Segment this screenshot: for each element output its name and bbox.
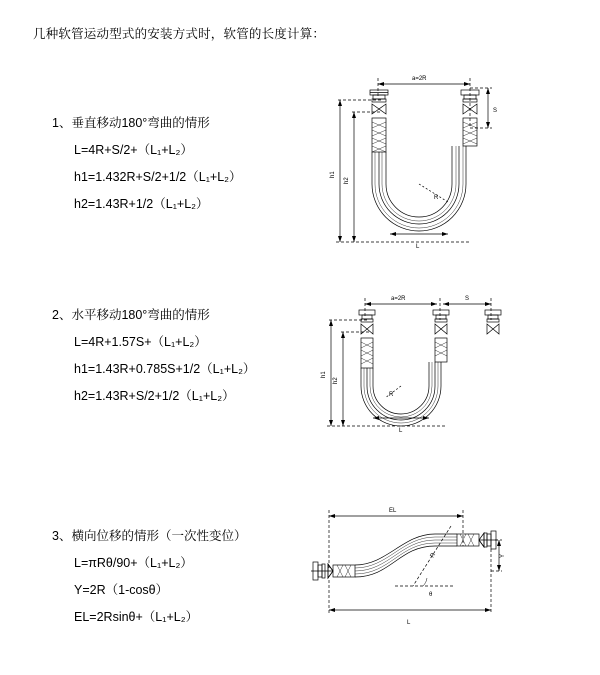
case-1-formula-2: h1=1.432R+S/2+1/2（L₁+L₂）: [74, 170, 242, 184]
svg-text:θ: θ: [429, 592, 433, 598]
case-2-formula-3: h2=1.43R+S/2+1/2（L₁+L₂）: [74, 389, 235, 403]
page-title: 几种软管运动型式的安装方式时，软管的长度计算：: [33, 27, 326, 41]
svg-text:L: L: [407, 620, 411, 626]
svg-text:EL: EL: [389, 508, 397, 514]
svg-text:S: S: [493, 108, 498, 114]
svg-text:R: R: [434, 195, 439, 201]
case-1-figure: [320, 66, 510, 271]
svg-text:R: R: [389, 392, 394, 398]
svg-text:Y: Y: [500, 553, 506, 558]
case-3-formula-2: Y=2R（1-cosθ）: [74, 583, 169, 597]
svg-text:h2: h2: [344, 177, 350, 184]
svg-text:L: L: [399, 428, 403, 434]
case-2-title: 2、水平移动180°弯曲的情形: [52, 308, 210, 322]
case-1-title: 1、垂直移动180°弯曲的情形: [52, 116, 210, 130]
case-3-figure: [295, 500, 510, 640]
svg-text:h2: h2: [333, 377, 339, 384]
svg-text:S: S: [465, 296, 470, 302]
svg-text:a=2R: a=2R: [412, 76, 427, 82]
svg-text:R: R: [429, 552, 437, 560]
svg-text:a=2R: a=2R: [391, 296, 406, 302]
case-2-formula-1: L=4R+1.57S+（L₁+L₂）: [74, 335, 207, 349]
svg-text:h1: h1: [330, 171, 336, 178]
case-3-title: 3、横向位移的情形（一次性变位）: [52, 529, 247, 543]
case-2-figure: [315, 286, 510, 451]
case-1-diagram: [320, 66, 510, 266]
case-3-formula-3: EL=2Rsinθ+（L₁+L₂）: [74, 610, 199, 624]
case-3-diagram: [295, 500, 510, 635]
case-3-formula-1: L=πRθ/90+（L₁+L₂）: [74, 556, 193, 570]
case-3-text-block: [52, 526, 246, 634]
case-1-formula-3: h2=1.43R+1/2（L₁+L₂）: [74, 197, 209, 211]
case-2-diagram: [315, 286, 510, 446]
case-2-text-block: [52, 305, 255, 413]
svg-text:L: L: [416, 244, 420, 250]
case-1-formula-1: L=4R+S/2+（L₁+L₂）: [74, 143, 193, 157]
case-2-formula-2: h1=1.43R+0.785S+1/2（L₁+L₂）: [74, 362, 256, 376]
case-1-text-block: [52, 113, 242, 221]
svg-text:h1: h1: [321, 371, 327, 378]
